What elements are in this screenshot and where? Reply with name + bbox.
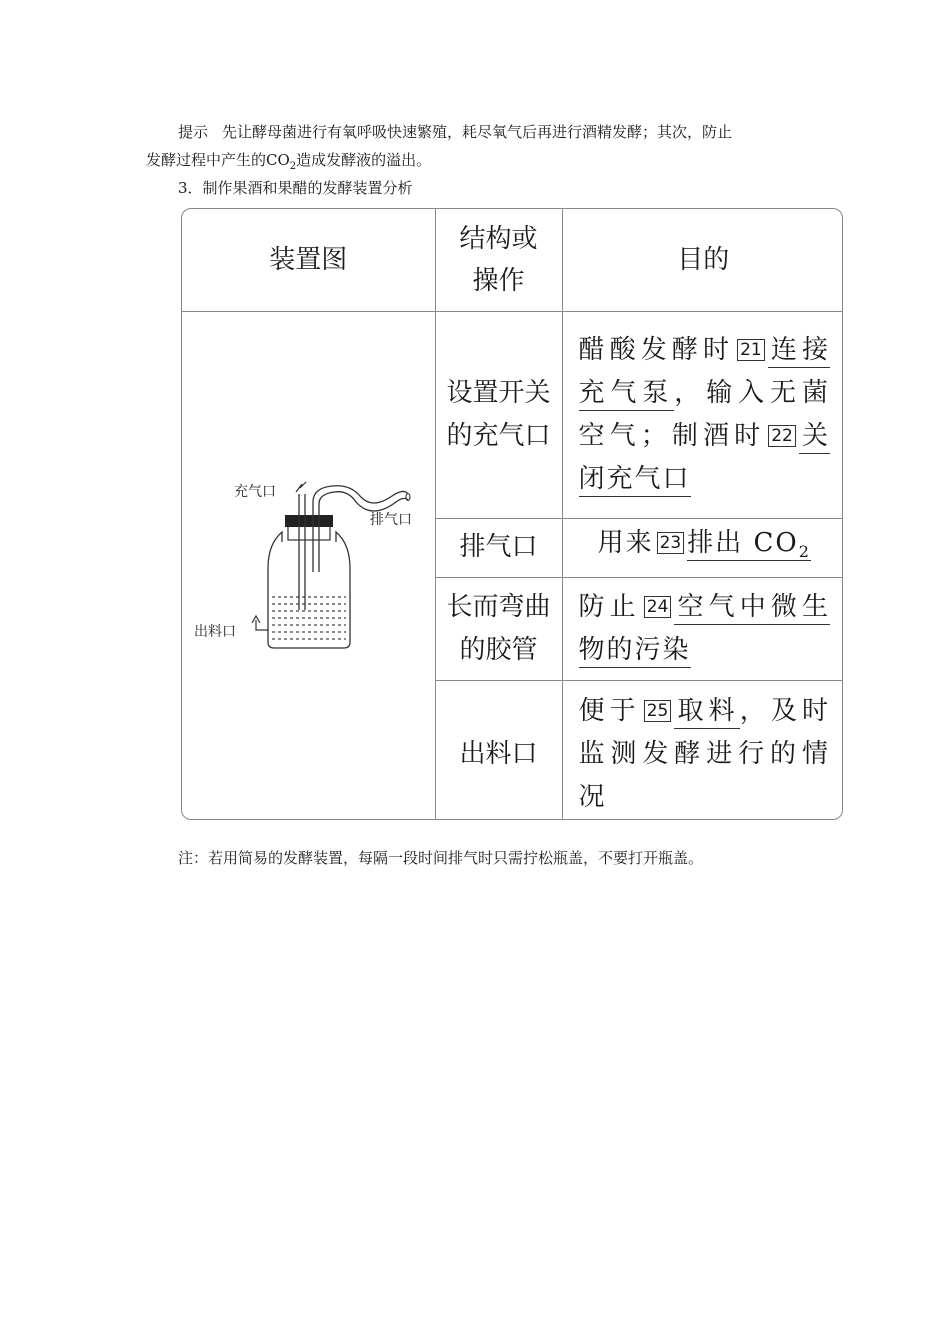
structure-inlet: 设置开关的充气口 (435, 311, 562, 518)
inlet-clip (296, 482, 306, 492)
answer-22: 关闭充气口 (579, 421, 830, 497)
fermentation-liquid (272, 597, 346, 639)
hint-text-line1: 先让酵母菌进行有氧呼吸快速繁殖，耗尽氧气后再进行酒精发酵；其次，防止 (222, 123, 733, 141)
fermentation-bottle-diagram (182, 312, 435, 820)
bottle-stopper (285, 515, 333, 527)
fermentation-device-table (181, 208, 843, 820)
label-inlet: 充气口 (234, 483, 276, 500)
structure-outlet: 排气口 (435, 518, 562, 577)
hint-text-line2-post: 造成发酵液的溢出。 (296, 151, 432, 169)
outlet-tube (313, 485, 408, 571)
device-diagram-cell (182, 311, 435, 820)
hint-co2-subscript: 2 (289, 161, 297, 172)
blank-number-24: 24 (644, 596, 672, 618)
answer-23: 排出 $CO_2$ (687, 528, 811, 562)
structure-discharge: 出料口 (435, 681, 562, 820)
answer-21: 连接充气泵 (579, 335, 830, 411)
hint-text-line2-pre: 发酵过程中产生的CO (146, 151, 290, 169)
bottle-outline (268, 532, 350, 648)
note-paragraph: 注：若用简易的发酵装置，每隔一段时间排气时只需拧松瓶盖，不要打开瓶盖。 (178, 849, 704, 867)
hint-label: 提示 (178, 123, 209, 141)
header-device-diagram: 装置图 (182, 209, 435, 311)
answer-24: 空气中微生物的污染 (579, 592, 830, 668)
blank-number-23: 23 (657, 532, 685, 554)
label-discharge: 出料口 (194, 623, 236, 640)
section-heading: 3．制作果酒和果醋的发酵装置分析 (178, 179, 413, 197)
structure-curved-tube: 长而弯曲的胶管 (435, 577, 562, 681)
discharge-port (256, 620, 268, 630)
purpose-inlet: 醋酸发酵时 21 连接充气泵，输入无菌空气；制酒时 22 关闭充气口 (562, 311, 843, 518)
blank-number-22: 22 (768, 425, 796, 447)
purpose-outlet: 用来 23 排出 $CO_2$ (562, 518, 843, 577)
answer-25: 取料 (674, 696, 739, 729)
blank-number-25: 25 (644, 700, 672, 722)
header-purpose: 目的 (562, 209, 843, 311)
purpose-discharge: 便于 25 取料，及时监测发酵进行的情况 (562, 681, 843, 820)
hint-paragraph-line1 (178, 118, 732, 146)
bottle-neck (288, 526, 330, 540)
blank-number-21: 21 (737, 339, 765, 361)
header-structure: 结构或操作 (435, 209, 562, 311)
purpose-curved-tube: 防止 24 空气中微生物的污染 (562, 577, 843, 681)
label-outlet: 排气口 (370, 511, 412, 528)
